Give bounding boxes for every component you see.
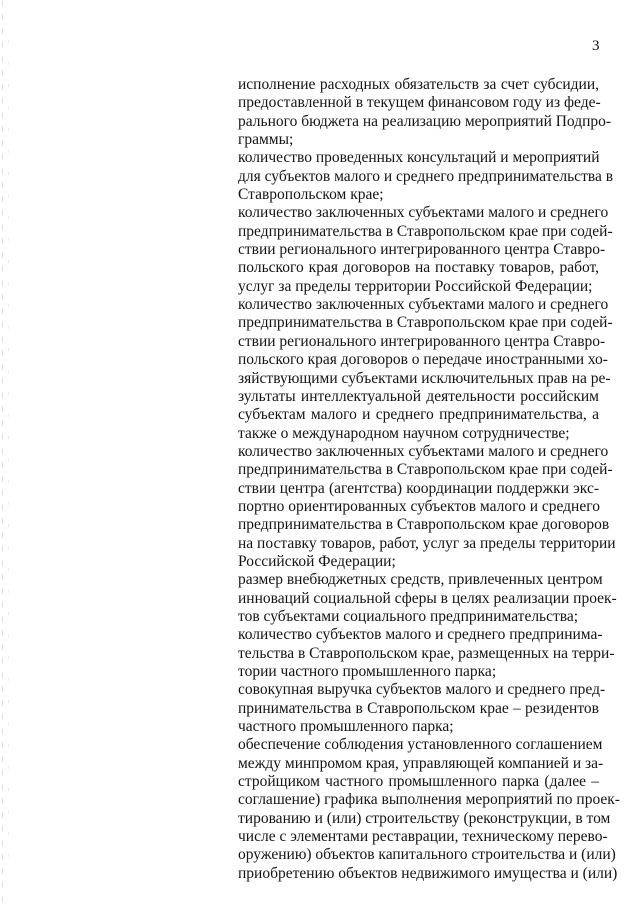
text-line: исполнение расходных обязательств за счет субсидии, bbox=[238, 76, 599, 93]
text-line: ствии регионального интегрированного центра Ставро- bbox=[238, 332, 606, 350]
text-line: тории частного промышленного парка; bbox=[238, 663, 497, 680]
text-line: субъектам малого и среднего предпринимательства, а bbox=[238, 406, 599, 424]
text-line: польского края договоров на поставку товаров, работ, bbox=[238, 259, 599, 277]
text-line: количество субъектов малого и среднего предпринима- bbox=[238, 626, 603, 644]
text-line: обеспечение соблюдения установленного соглашением bbox=[238, 736, 603, 754]
text-line: портно ориентированных субъектов малого и среднего bbox=[238, 497, 600, 515]
page-number: 3 bbox=[592, 38, 600, 54]
text-line: числе с элементами реставрации, техническому перево- bbox=[238, 828, 608, 846]
text-line: предпринимательства в Ставропольском крае при содей- bbox=[238, 222, 613, 240]
scan-edge-artifact bbox=[2, 0, 3, 905]
text-line: частного промышленного парка; bbox=[238, 718, 454, 736]
text-line: польского края договоров о передаче иностранными хо- bbox=[238, 351, 608, 369]
text-line: количество проведенных консультаций и мероприятий bbox=[238, 149, 600, 167]
text-line: предпринимательства в Ставропольском крае при содей- bbox=[238, 314, 613, 332]
text-line: зультаты интеллектуальной деятельности российским bbox=[238, 387, 599, 405]
text-line: между минпромом края, управляющей компанией и за- bbox=[238, 754, 604, 772]
text-line: рального бюджета на реализацию мероприятий Подпро- bbox=[238, 112, 612, 130]
text-line: оружению) объектов капитального строительства и (или) bbox=[238, 846, 616, 864]
text-line: количество заключенных субъектами малого и среднего bbox=[238, 442, 609, 460]
text-line: тов субъектами социального предпринимательства; bbox=[238, 607, 579, 625]
text-line: совокупная выручка субъектов малого и среднего пред- bbox=[238, 681, 606, 699]
text-line: для субъектов малого и среднего предпринимательства в bbox=[238, 167, 614, 185]
text-line: предпринимательства в Ставропольском крае при содей- bbox=[238, 461, 613, 479]
text-line: тированию и (или) строительству (реконструкции, в том bbox=[238, 809, 611, 827]
text-line: граммы; bbox=[238, 131, 294, 149]
text-line: принимательства в Ставропольском крае – резидентов bbox=[238, 699, 599, 717]
body-text bbox=[238, 76, 620, 883]
text-line: Ставропольском крае; bbox=[238, 186, 384, 204]
text-line: ствии центра (агентства) координации поддержки экс- bbox=[238, 479, 599, 497]
text-line: количество заключенных субъектами малого и среднего bbox=[238, 296, 609, 314]
text-line: соглашение) графика выполнения мероприятий по проек- bbox=[238, 791, 620, 809]
text-line: ствии регионального интегрированного центра Ставро- bbox=[238, 241, 606, 259]
text-line: предоставленной в текущем финансовом году из феде- bbox=[238, 94, 601, 112]
text-line: тельства в Ставропольском крае, размещенных на терри- bbox=[238, 644, 615, 662]
text-line: Российской Федерации; bbox=[238, 552, 396, 570]
text-line: предпринимательства в Ставропольском крае договоров bbox=[238, 516, 610, 534]
text-line: инноваций социальной сферы в целях реализации проек- bbox=[238, 589, 617, 607]
text-line: на поставку товаров, работ, услуг за пределы территории bbox=[238, 534, 616, 552]
text-line: размер внебюджетных средств, привлеченных центром bbox=[238, 571, 603, 589]
text-line: услуг за пределы территории Российской Федерации; bbox=[238, 277, 593, 295]
text-line: количество заключенных субъектами малого и среднего bbox=[238, 204, 609, 222]
text-line: стройщиком частного промышленного парка (далее – bbox=[238, 773, 599, 791]
text-line: зяйствующими субъектами исключительных прав на ре- bbox=[238, 369, 611, 387]
text-line: также о международном научном сотрудничестве; bbox=[238, 424, 570, 442]
text-line: приобретению объектов недвижимого имущества и (или) bbox=[238, 864, 618, 882]
scan-edge-artifact bbox=[8, 40, 9, 860]
